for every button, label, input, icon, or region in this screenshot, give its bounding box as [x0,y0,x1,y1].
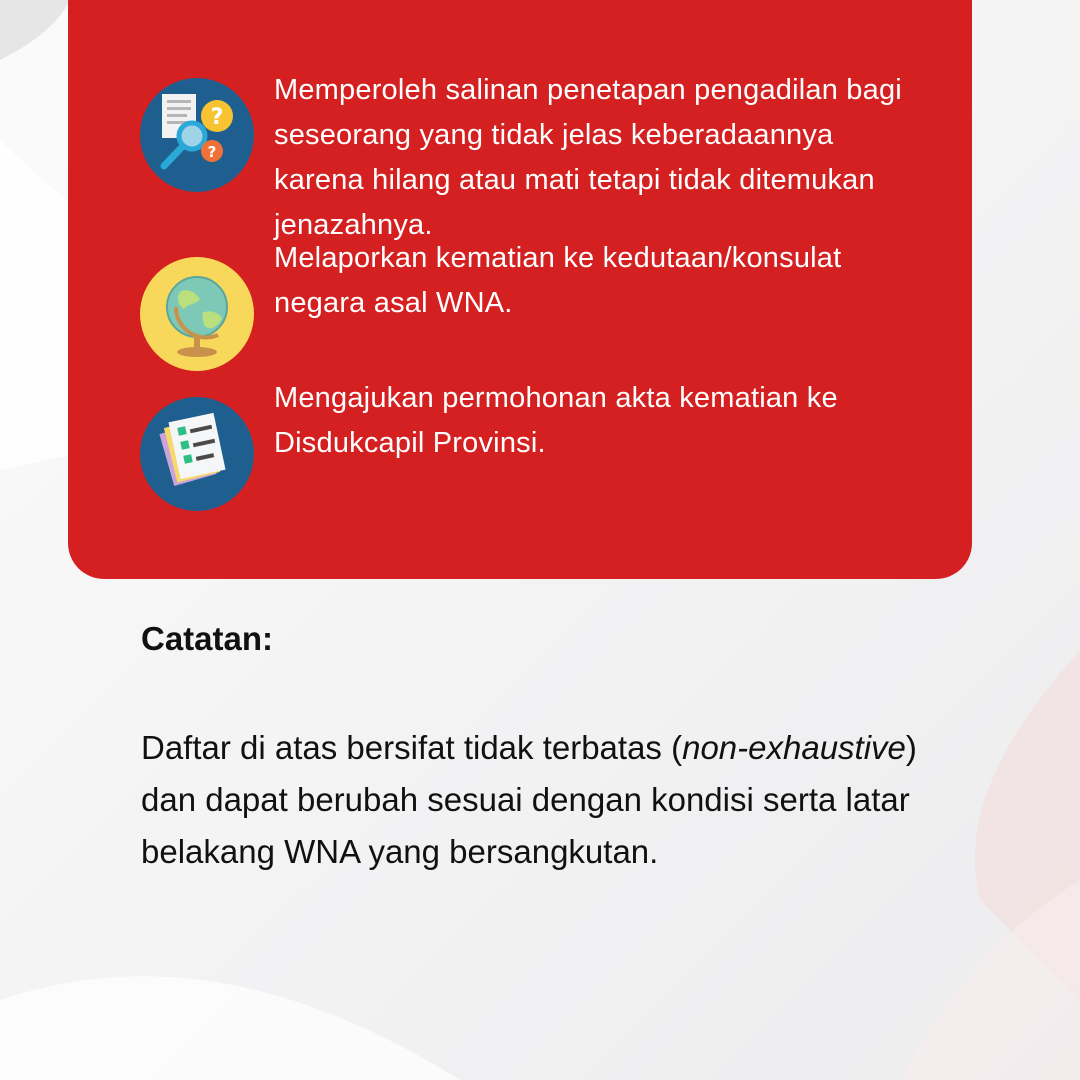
item-text: Memperoleh salinan penetapan pengadilan bagi seseorang yang tidak jelas keberadaannya karena hilang atau mati tetapi tidak ditemukan jenazahnya. [274,74,902,241]
item-text: Mengajukan permohonan akta kematian ke Disdukcapil Provinsi. [274,382,838,459]
note-title: Catatan: [141,620,274,657]
item-text: Melaporkan kematian ke kedutaan/konsulat negara asal WNA. [274,242,842,319]
search-document-icon [140,78,254,192]
checklist-icon [140,397,254,511]
note-body [141,722,931,878]
svg-text:?: ? [207,143,217,161]
note-body-start: Daftar di atas bersifat tidak terbatas ( [141,729,683,766]
note-body-end: ) dan dapat berubah sesuai dengan kondisi serta latar belakang WNA yang bersangkutan. [141,729,917,870]
steps-card [68,0,972,579]
note-body-italic: non-exhaustive [682,729,906,766]
svg-text:?: ? [210,105,224,130]
globe-icon [140,257,254,371]
